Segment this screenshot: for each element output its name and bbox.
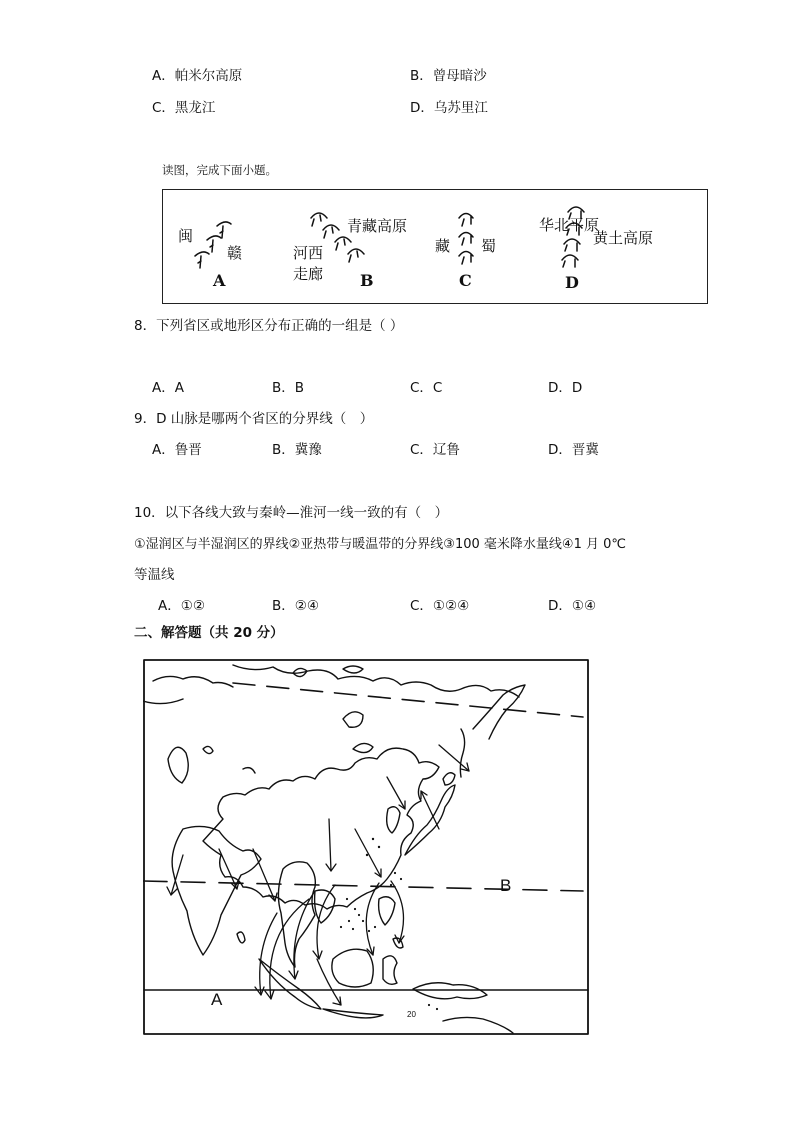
q10-option-c: C．①②④ xyxy=(410,598,470,614)
instruction: 读图，完成下面小题。 xyxy=(162,163,277,177)
q10-stem: 10．以下各线大致与秦岭—淮河一线一致的有（ ） xyxy=(134,505,449,521)
letter-c: C xyxy=(459,271,472,290)
q10-line2: ①湿润区与半湿润区的界线②亚热带与暖温带的分界线③100 毫米降水量线④1 月 0℃ xyxy=(134,537,626,552)
q8-stem: 8．下列省区或地形区分布正确的一组是（ ） xyxy=(134,318,404,334)
q9-option-c: C．辽鲁 xyxy=(410,442,460,458)
prev-option-a: A．帕米尔高原 xyxy=(152,68,243,84)
q9-option-d: D．晋冀 xyxy=(548,442,599,458)
label-gan: 赣 xyxy=(227,244,243,262)
label-hexi: 河西 xyxy=(293,244,324,262)
mountain-figure xyxy=(162,189,708,304)
q9-stem: 9．D 山脉是哪两个省区的分界线（ ） xyxy=(134,411,374,427)
dashed-boundary-north xyxy=(233,683,583,717)
label-shu: 蜀 xyxy=(481,237,497,255)
map-label-b: B xyxy=(500,876,512,895)
label-qinghai-tibet-plateau: 青藏高原 xyxy=(347,217,408,235)
prev-option-b: B．曾母暗沙 xyxy=(410,68,487,84)
label-min: 闽 xyxy=(178,227,194,245)
label-loess-plateau: 黄土高原 xyxy=(593,229,654,247)
letter-a: A xyxy=(213,271,226,290)
india-outline xyxy=(172,826,261,955)
map-label-20: 20 xyxy=(407,1010,416,1019)
wind-arrows xyxy=(167,745,469,1005)
q8-option-b: B．B xyxy=(272,380,305,396)
q10-option-b: B．②④ xyxy=(272,598,319,614)
label-north-china-plain: 华北平原 xyxy=(539,216,600,234)
map-label-a: A xyxy=(211,990,223,1009)
prev-option-c: C．黑龙江 xyxy=(152,100,216,116)
q10-option-a: A．①② xyxy=(158,598,205,614)
q8-option-a: A．A xyxy=(152,380,184,396)
letter-b: B xyxy=(360,271,374,290)
asia-monsoon-map xyxy=(143,659,589,1035)
prev-option-d: D．乌苏里江 xyxy=(410,100,488,116)
q10-line3: 等温线 xyxy=(134,567,175,583)
q9-option-a: A．鲁晋 xyxy=(152,442,202,458)
q9-option-b: B．冀豫 xyxy=(272,442,322,458)
letter-d: D xyxy=(565,273,579,292)
q8-option-d: D．D xyxy=(548,380,583,396)
dashed-boundary-b xyxy=(143,881,583,891)
label-corridor: 走廊 xyxy=(293,265,324,283)
q10-option-d: D．①④ xyxy=(548,598,597,614)
label-zang: 藏 xyxy=(435,237,451,255)
q8-option-c: C．C xyxy=(410,380,443,396)
section-title: 二、解答题（共 20 分） xyxy=(134,625,284,641)
